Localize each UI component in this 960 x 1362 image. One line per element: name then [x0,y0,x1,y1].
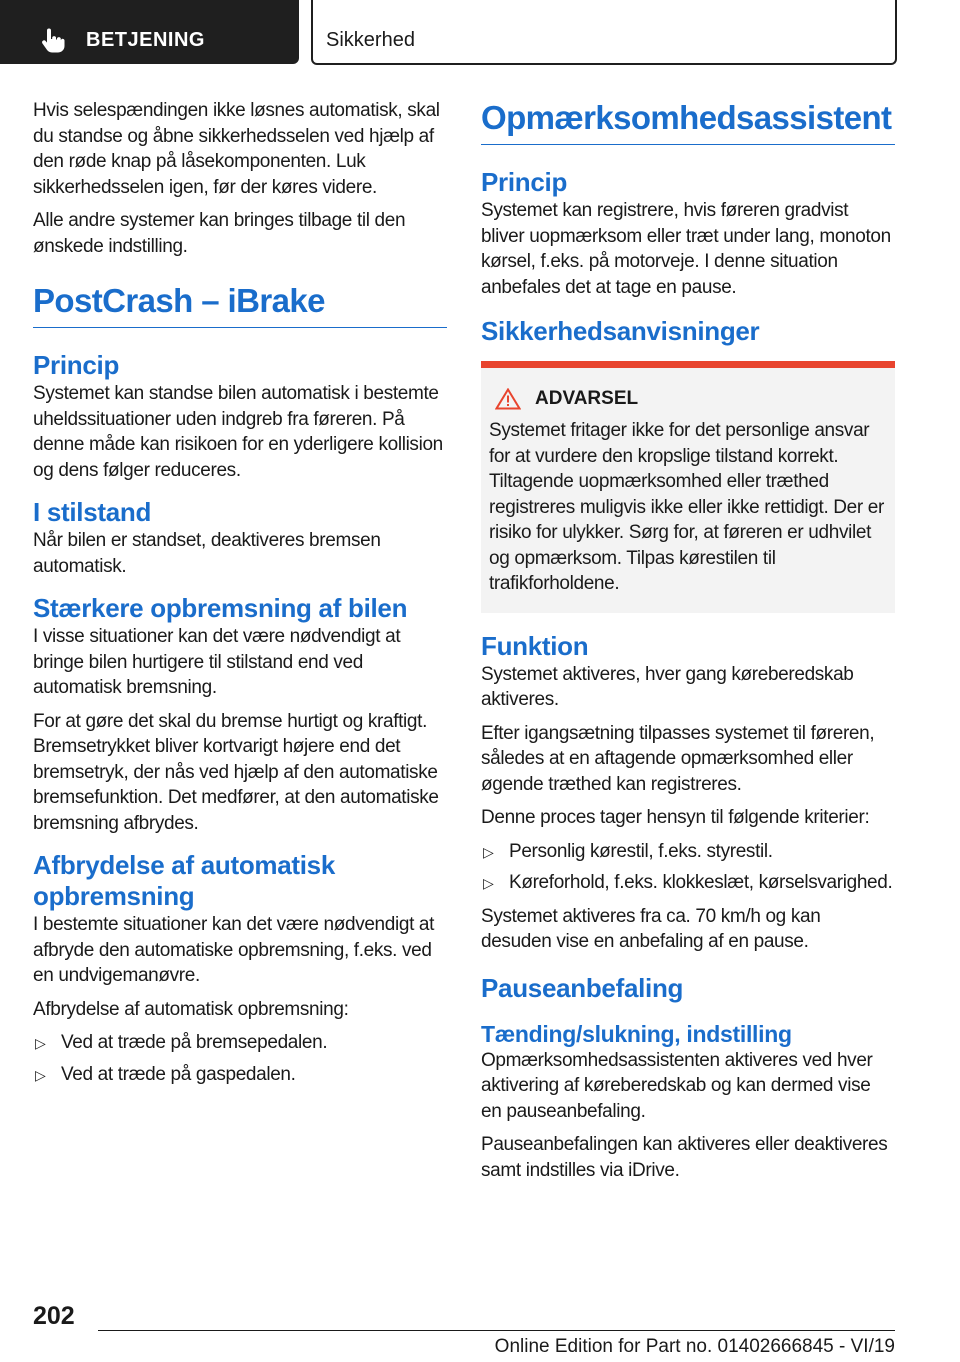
page-number: 202 [33,1302,75,1330]
warning-header [489,388,887,410]
page-header [0,0,960,66]
triangle-bullet-icon: ▷ [35,1035,46,1051]
right-column [481,98,895,1191]
warning-box [481,361,895,613]
funktion-paragraph: Efter igangsætning tilpasses systemet til føreren, således at en aftagende opmærksomhed eller øgende træthed kan registreres. [481,722,875,795]
intro-paragraph: Alle andre systemer kan bringes tilbage til den ønskede indstilling. [33,210,406,257]
staerkere-paragraph: I visse situationer kan det være nødvendigt at bringe bilen hurtigere til stilstand end ved automatisk bremsning. [33,626,401,698]
warning-text: Systemet fritager ikke for det personlige ansvar for at vurdere den kropslige tilstand korrekt. Tiltagende uopmærksomhed eller træthed registreres muligvis ikke eller ikke rettidigt. Der er risiko for ulykker. Sørg for, at føreren er udhvilet og opmærksom. Tilpas kørestilen til trafikforholdene. [489,420,884,594]
intro-paragraph: Hvis selespændingen ikke løsnes automatisk, skal du standse og åbne sikkerhedsselen ved hjælp af den røde knap på låsekomponenten. Luk sikkerhedsselen igen, før der køres videre. [33,100,440,198]
afbrydelse-list [33,1030,447,1087]
funktion-paragraph: Denne proces tager hensyn til følgende kriterier: [481,807,870,828]
left-column [33,98,447,1095]
subheading-sikkerhed: Sikkerhedsanvisninger [481,316,760,346]
subheading-princip: Princip [33,350,120,380]
list-item: ▷ Personlig kørestil, f.eks. styrestil. [481,839,895,865]
list-item: ▷ Køreforhold, f.eks. klokkeslæt, kørselsvarighed. [481,870,895,896]
subheading-princip: Princip [481,167,568,197]
afbrydelse-paragraph: I bestemte situationer kan det være nødvendigt at afbryde den automatiske opbremsning, f.eks. ved en undvigemanøvre. [33,914,435,986]
princip-paragraph: Systemet kan standse bilen automatisk i bestemte uheldssituationer uden indgreb fra føreren. På denne måde kan risikoen for en yderligere kollision og dens følger reduceres. [33,383,443,481]
taending-paragraph: Pauseanbefalingen kan aktiveres eller deaktiveres samt indstilles via iDrive. [481,1134,888,1181]
footer-edition-text: Online Edition for Part no. 01402666845 - VI/19 [494,1336,895,1357]
funktion-paragraph: Systemet aktiveres, hver gang køreberedskab aktiveres. [481,663,854,710]
princip-paragraph: Systemet kan registrere, hvis føreren gradvist bliver uopmærksom eller træt under lang, monoton kørsel, f.eks. på motorveje. I denne situation anbefales det at tage en pause. [481,200,891,298]
warning-triangle-icon [495,388,521,410]
footer-divider [98,1330,895,1331]
taending-paragraph: Opmærksomhedsassistenten aktiveres ved hver aktivering af køreberedskab og kan dermed vise en pauseanbefaling. [481,1049,873,1122]
afbrydelse-paragraph: Afbrydelse af automatisk opbremsning: [33,998,349,1020]
section-heading-postcrash: PostCrash – iBrake [33,281,447,328]
subheading-pauseanbefaling: Pauseanbefaling [481,972,684,1003]
chapter-tab [311,0,897,65]
section-tab [0,0,299,64]
list-item: ▷ Ved at træde på bremsepedalen. [33,1030,447,1056]
subheading-taending: Tænding/slukning, indstilling [481,1020,792,1047]
list-item: ▷ Ved at træde på gaspedalen. [33,1062,447,1088]
subheading-stilstand: I stilstand [33,497,152,527]
subheading-staerkere: Stærkere opbremsning af bilen [33,593,408,623]
funktion-paragraph: Systemet aktiveres fra ca. 70 km/h og kan desuden vise en anbefaling af en pause. [481,905,821,952]
subheading-afbrydelse: Afbrydelse af automatisk opbremsning [33,850,336,911]
section-tab-label: BETJENING [86,29,205,51]
triangle-bullet-icon: ▷ [35,1066,46,1083]
triangle-bullet-icon: ▷ [483,875,494,891]
funktion-list [481,839,895,896]
subheading-funktion: Funktion [481,630,589,661]
staerkere-paragraph: For at gøre det skal du bremse hurtigt og kraftigt. Bremsetrykket bliver kortvarigt højere end det bremsetryk, der nås ved hjælp af den automatiske bremsefunktion. Det medfører, at den automatiske bremsning afbrydes. [33,710,439,834]
stilstand-paragraph: Når bilen er standset, deaktiveres bremsen automatisk. [33,530,381,577]
pointing-hand-icon [40,28,66,54]
section-heading-opmaerksomhed: Opmærksomhedsassistent [481,98,895,145]
chapter-tab-label: Sikkerhed [326,29,415,51]
triangle-bullet-icon: ▷ [483,843,494,860]
warning-label: ADVARSEL [535,388,639,409]
